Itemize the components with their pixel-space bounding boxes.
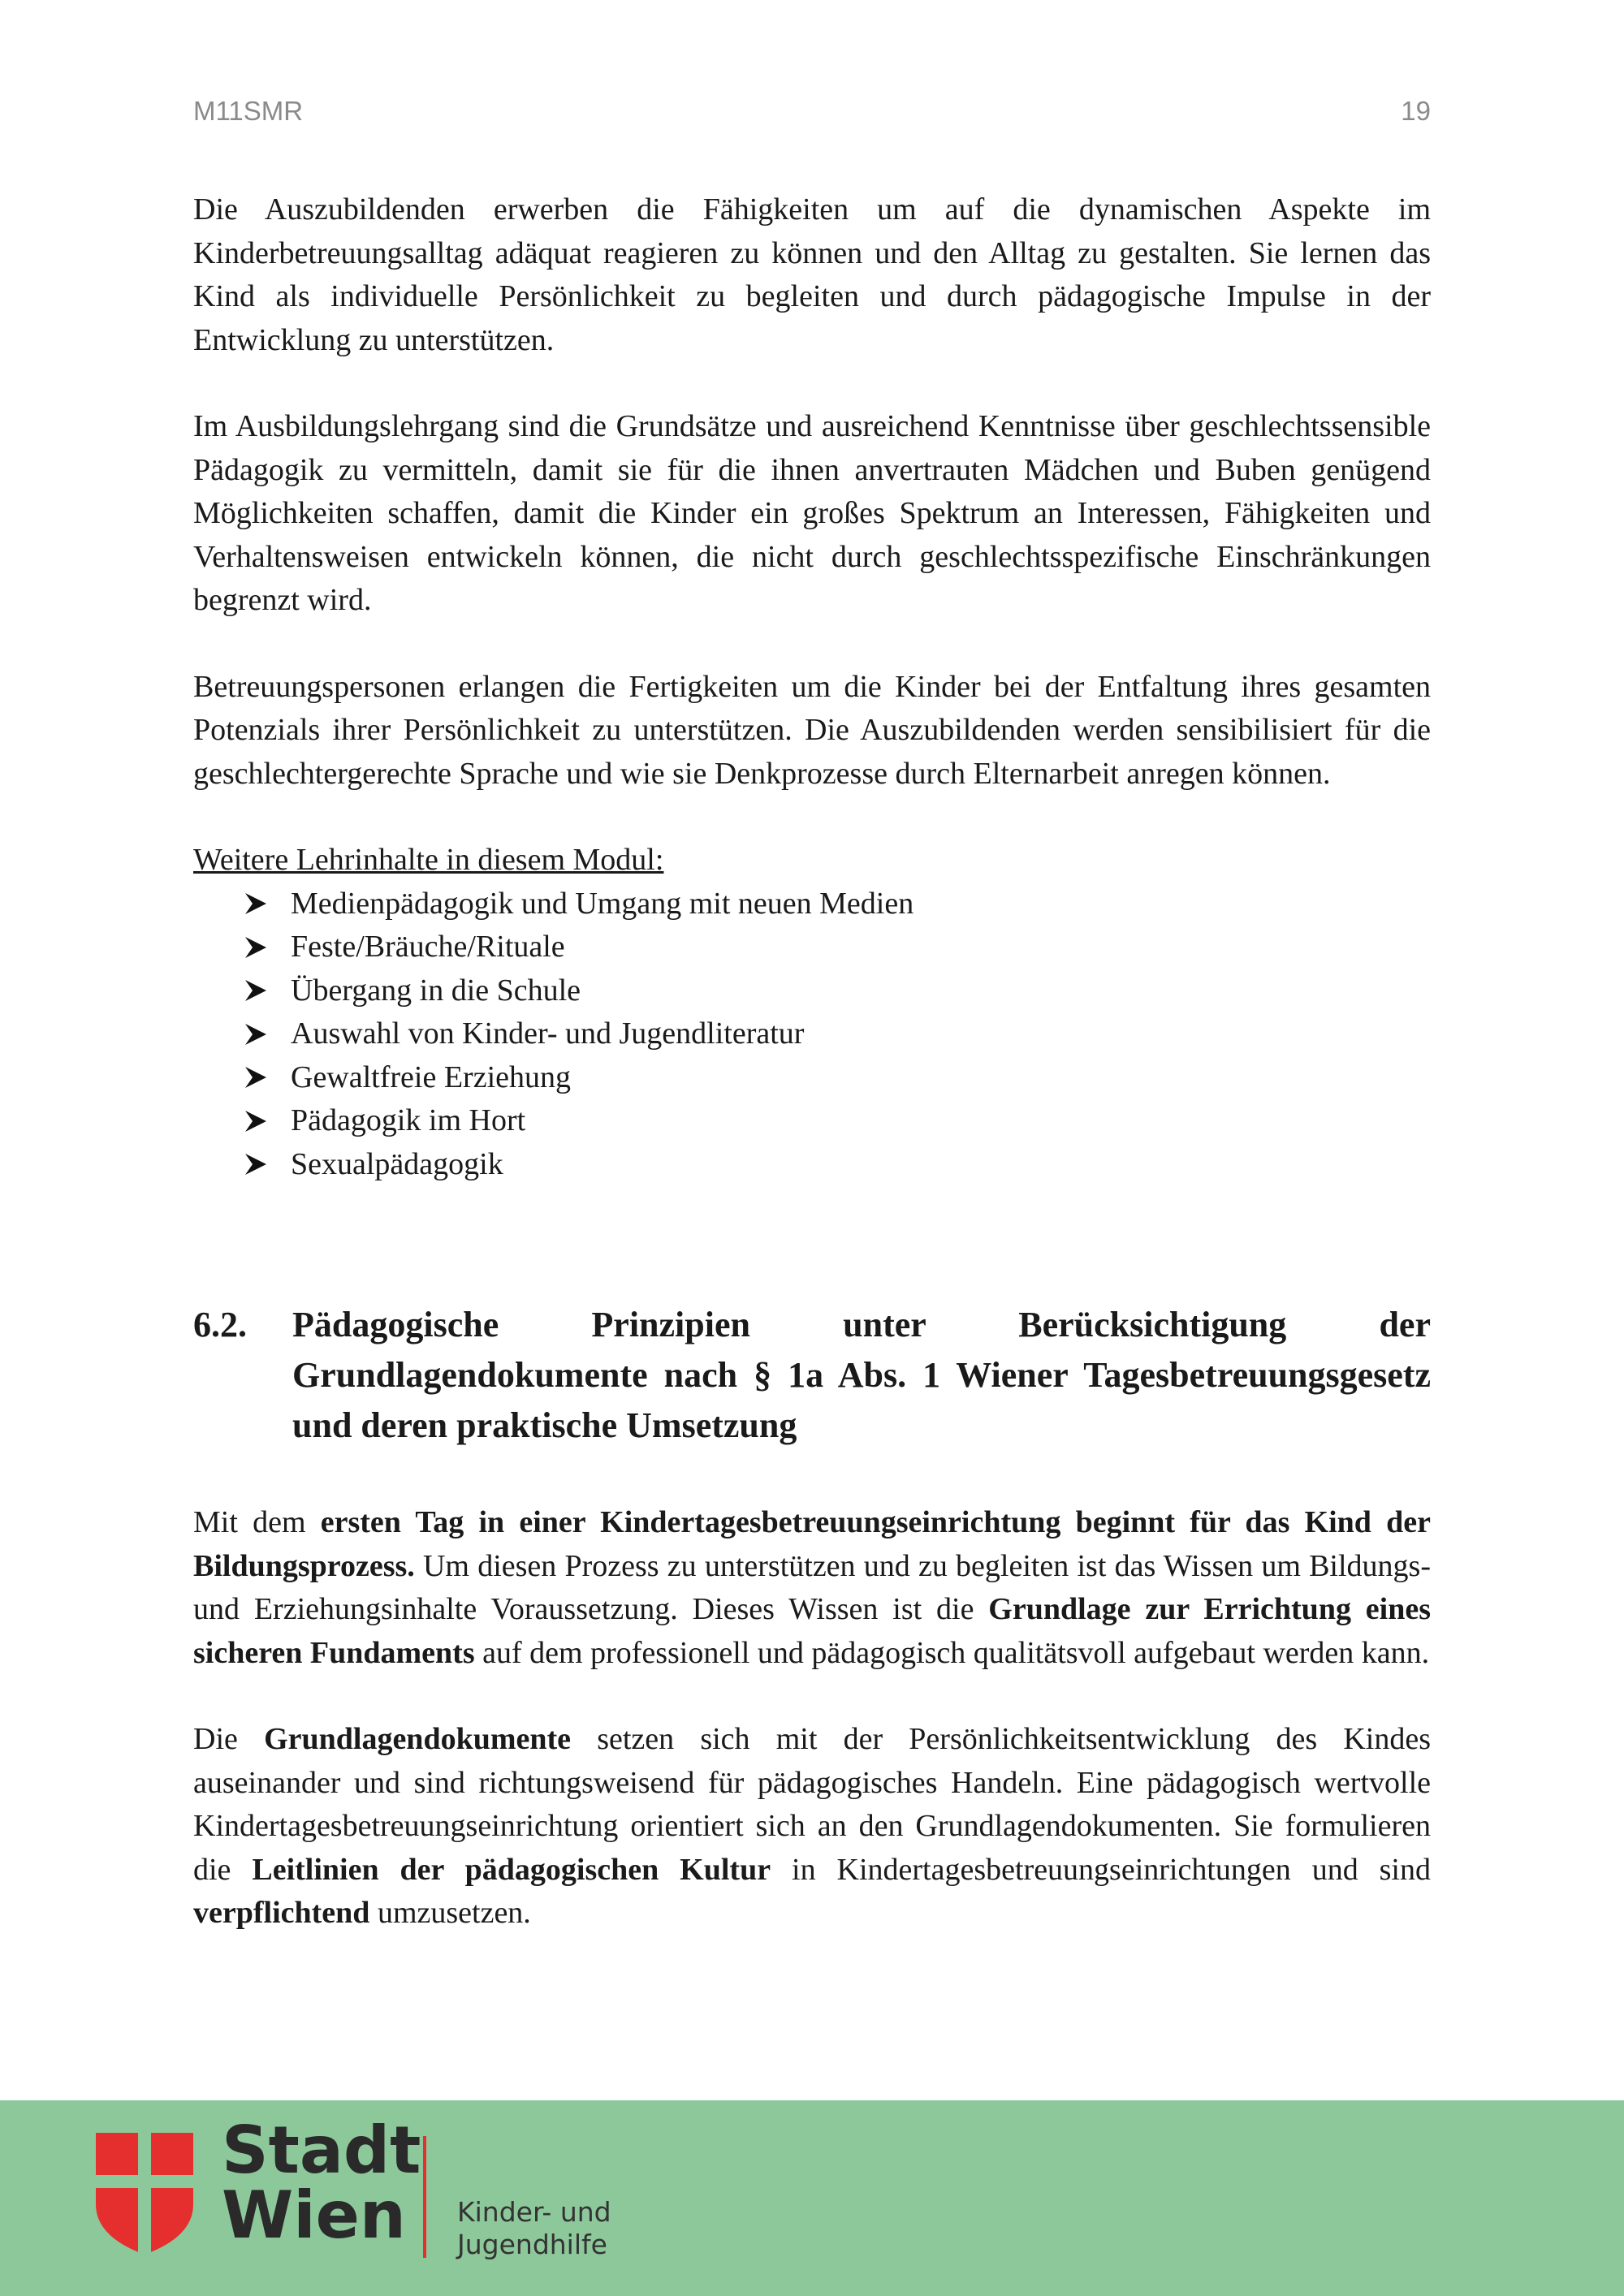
page-footer — [0, 2100, 1624, 2296]
arrow-bullet-icon — [244, 891, 291, 916]
page-header — [193, 96, 1431, 127]
list-title: Weitere Lehrinhalte in diesem Modul: — [193, 843, 664, 877]
arrow-bullet-icon — [244, 1109, 291, 1133]
paragraph-1: Die Auszubildenden erwerben die Fähigkeiten um auf die dynamischen Aspekte im Kinderbetreuungsalltag adäquat reagieren zu können und den Alltag zu gestalten. Sie lernen das Kind als individuelle Persönlichkeit zu begleiten und durch pädagogische Impulse in der Entwicklung zu unterstützen. — [193, 192, 1431, 357]
list-item: Gewaltfreie Erziehung — [244, 1056, 1431, 1100]
list-item: Sexualpädagogik — [244, 1143, 1431, 1187]
department-name: Kinder- und Jugendhilfe — [457, 2196, 611, 2260]
paragraph-5: Die Grundlagendokumente setzen sich mit der Persönlichkeitsentwicklung des Kindes auseinander und sind richtungsweisend für pädagogisches Handeln. Eine pädagogisch wertvolle Kindertagesbetreuungseinrichtung orientiert sich an den Grundlagendokumenten. Sie formulieren die Leitlinien der pädagogischen Kultur in Kindertagesbetreuungseinrichtungen und sind verpflichtend umzusetzen. — [193, 1722, 1432, 1930]
arrow-bullet-icon — [244, 1065, 291, 1090]
arrow-bullet-icon — [244, 935, 291, 960]
paragraph-3: Betreuungspersonen erlangen die Fertigkeiten um die Kinder bei der Entfaltung ihres gesamten Potenzials ihrer Persönlichkeit zu unterstützen. Die Auszubildenden werden sensibilisiert für die geschlechtergerechte Sprache und wie sie Denkprozesse durch Elternarbeit anregen können. — [193, 669, 1431, 791]
arrow-bullet-icon — [244, 978, 291, 1003]
lehrinhalte-list — [193, 883, 1431, 1187]
paragraph-4: Mit dem ersten Tag in einer Kindertagesbetreuungseinrichtung beginnt für das Kind der Bildungsprozess. Um diesen Prozess zu unterstützen und zu begleiten ist das Wissen um Bildungs- und Erziehungsinhalte Voraussetzung. Dieses Wissen ist die Grundlage zur Errichtung eines sicheren Fundaments auf dem professionell und pädagogisch qualitätsvoll aufgebaut werden kann. — [193, 1505, 1432, 1670]
section-number: 6.2. — [193, 1305, 247, 1344]
section-heading — [193, 1300, 1431, 1451]
stadt-wien-shield-logo — [96, 2133, 193, 2255]
page-number: 19 — [1401, 96, 1431, 126]
brand-wordmark: Stadt Wien — [222, 2113, 421, 2253]
section-title: Pädagogische Prinzipien unter Berücksichtigung der Grundlagendokumente nach § 1a Abs. 1 Wiener Tagesbetreuungsgesetz und deren praktische Umsetzung — [292, 1305, 1431, 1445]
arrow-bullet-icon — [244, 1152, 291, 1176]
paragraph-2: Im Ausbildungslehrgang sind die Grundsätze und ausreichend Kenntnisse über geschlechtssensible Pädagogik zu vermitteln, damit sie für die ihnen anvertrauten Mädchen und Buben genügend Möglichkeiten schaffen, damit die Kinder ein großes Spektrum an Interessen, Fähigkeiten und Verhaltensweisen entwickeln können, die nicht durch geschlechtsspezifische Einschränkungen begrenzt wird. — [193, 409, 1431, 617]
page-content — [193, 188, 1431, 1936]
list-item: Medienpädagogik und Umgang mit neuen Medien — [244, 883, 1431, 926]
logo-divider — [423, 2136, 426, 2258]
list-item: Auswahl von Kinder- und Jugendliteratur — [244, 1012, 1431, 1056]
list-item: Feste/Bräuche/Rituale — [244, 926, 1431, 969]
list-item: Übergang in die Schule — [244, 969, 1431, 1013]
document-code: M11SMR — [193, 96, 304, 126]
list-item: Pädagogik im Hort — [244, 1099, 1431, 1143]
arrow-bullet-icon — [244, 1022, 291, 1047]
